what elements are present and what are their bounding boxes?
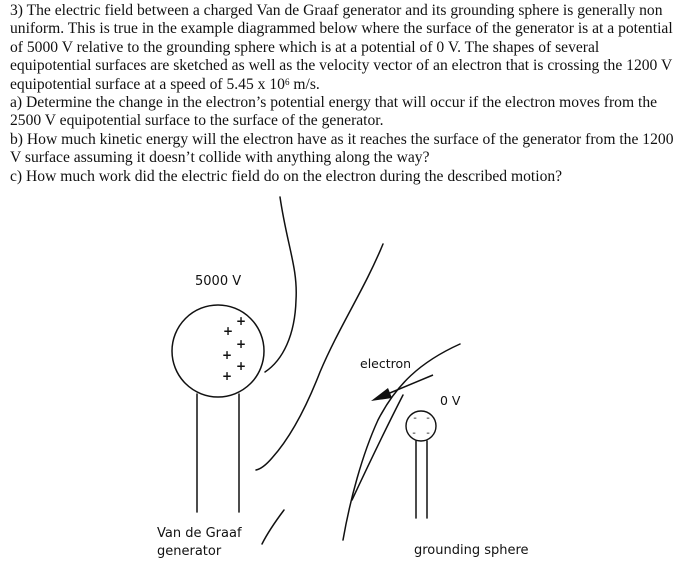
- intro-text: 3) The electric field between a charged Van de Graaf generator and its grounding sphere is generally non uniform. This is true in the example diagrammed below where the surface of the generator is at a potential of 5000 V relative to the grounding sphere which is at a potential of 0 V. The shapes of several equipotential surfaces are sketched as well as the velocity vector of an electron that is crossing the 1200 V equipotential surface at a speed of 5.45 x 10: [10, 2, 673, 93]
- part-b: b) How much kinetic energy will the electron have as it reaches the surface of the generator from the 1200 V surface assuming it doesn’t collide with anything along the way?: [10, 130, 674, 167]
- equipotential-line-1: [265, 197, 296, 372]
- generator-label-line1: Van de Graaf: [157, 526, 242, 541]
- equipotential-line-5: [262, 510, 284, 544]
- plus-sign: +: [222, 324, 234, 338]
- speed-exponent: 6: [284, 76, 290, 87]
- minus-sign: -: [412, 428, 416, 439]
- part-c: c) How much work did the electric field do on the electron during the described motion?: [10, 167, 563, 185]
- velocity-arrowhead: [371, 388, 392, 401]
- minus-sign: -: [413, 413, 417, 424]
- generator-potential-label: 5000 V: [195, 274, 242, 289]
- electron-label: electron: [360, 356, 412, 371]
- plus-sign: +: [235, 359, 247, 373]
- minus-sign: -: [426, 413, 430, 424]
- plus-sign: +: [235, 314, 247, 328]
- plus-sign: +: [235, 337, 247, 351]
- plus-sign: +: [221, 369, 233, 383]
- generator-dome: [172, 305, 264, 397]
- sphere-potential-label: 0 V: [440, 393, 461, 408]
- equipotential-line-4: [352, 395, 403, 500]
- grounding-sphere-label: grounding sphere: [414, 543, 529, 558]
- minus-sign: -: [426, 428, 430, 439]
- plus-sign: +: [221, 348, 233, 362]
- grounding-sphere: [406, 411, 436, 441]
- part-a: a) Determine the change in the electron’s potential energy that will occur if the electron moves from the 2500 V equipotential surface to the surface of the generator.: [10, 94, 658, 130]
- equipotential-line-3: [343, 344, 460, 540]
- generator-label-line2: generator: [157, 544, 222, 559]
- speed-unit: m/s.: [289, 75, 320, 93]
